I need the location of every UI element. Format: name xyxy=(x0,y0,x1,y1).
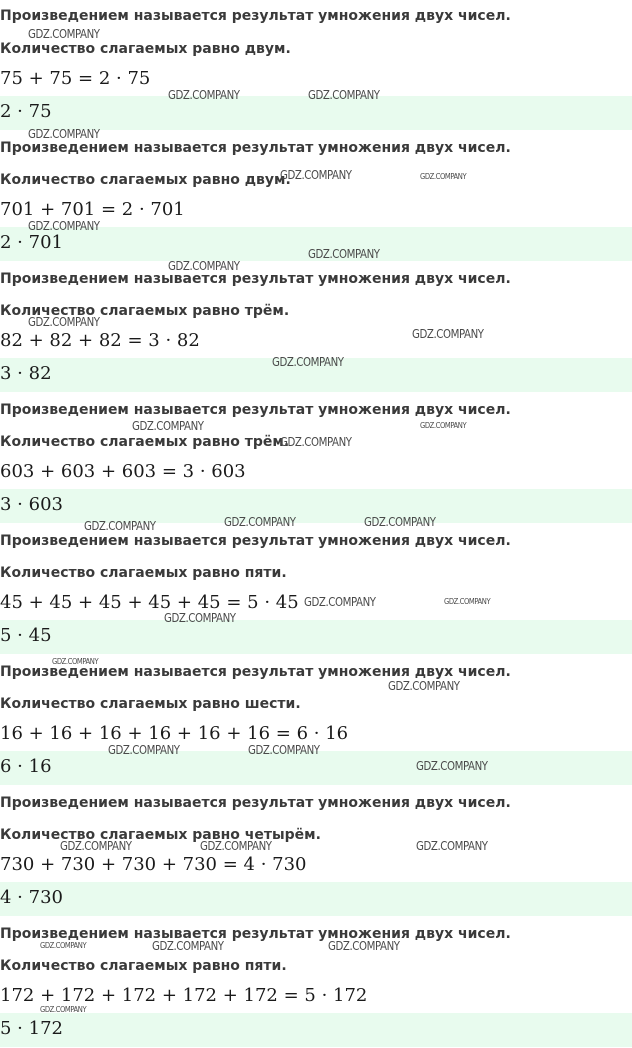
definition-text: Произведением называется результат умножения двух чисел. xyxy=(0,140,511,156)
definition-text: Произведением называется результат умножения двух чисел. xyxy=(0,271,511,287)
equation: 701 + 701 = 2 · 701 xyxy=(0,199,185,220)
equation: 16 + 16 + 16 + 16 + 16 + 16 = 6 · 16 xyxy=(0,723,349,744)
equation: 82 + 82 + 82 = 3 · 82 xyxy=(0,330,200,351)
watermark: GDZ.COMPANY xyxy=(152,939,224,953)
summand-count-text: Количество слагаемых равно трём. xyxy=(0,303,290,319)
answer-band xyxy=(0,620,632,654)
watermark: GDZ.COMPANY xyxy=(168,259,240,273)
summand-count-text: Количество слагаемых равно двум. xyxy=(0,172,291,188)
watermark: GDZ.COMPANY xyxy=(248,743,320,757)
watermark: GDZ.COMPANY xyxy=(132,419,204,433)
watermark: GDZ.COMPANY xyxy=(364,515,436,529)
answer: 5 · 45 xyxy=(0,625,52,646)
equation: 172 + 172 + 172 + 172 + 172 = 5 · 172 xyxy=(0,985,368,1006)
definition-text: Произведением называется результат умножения двух чисел. xyxy=(0,795,511,811)
watermark: GDZ.COMPANY xyxy=(28,27,100,41)
summand-count-text: Количество слагаемых равно пяти. xyxy=(0,958,287,974)
answer: 3 · 82 xyxy=(0,363,52,384)
watermark: GDZ.COMPANY xyxy=(168,88,240,102)
watermark: GDZ.COMPANY xyxy=(40,1005,87,1014)
watermark: GDZ.COMPANY xyxy=(416,839,488,853)
watermark: GDZ.COMPANY xyxy=(280,168,352,182)
watermark: GDZ.COMPANY xyxy=(280,435,352,449)
watermark: GDZ.COMPANY xyxy=(416,759,488,773)
watermark: GDZ.COMPANY xyxy=(164,611,236,625)
watermark: GDZ.COMPANY xyxy=(328,939,400,953)
definition-text: Произведением называется результат умножения двух чисел. xyxy=(0,533,511,549)
watermark: GDZ.COMPANY xyxy=(420,172,467,181)
watermark: GDZ.COMPANY xyxy=(308,247,380,261)
answer: 3 · 603 xyxy=(0,494,63,515)
definition-text: Произведением называется результат умножения двух чисел. xyxy=(0,664,511,680)
summand-count-text: Количество слагаемых равно двум. xyxy=(0,41,291,57)
watermark: GDZ.COMPANY xyxy=(108,743,180,757)
watermark: GDZ.COMPANY xyxy=(60,839,132,853)
answer: 4 · 730 xyxy=(0,887,63,908)
answer: 2 · 701 xyxy=(0,232,63,253)
definition-text: Произведением называется результат умножения двух чисел. xyxy=(0,8,511,24)
watermark: GDZ.COMPANY xyxy=(412,327,484,341)
watermark: GDZ.COMPANY xyxy=(224,515,296,529)
watermark: GDZ.COMPANY xyxy=(308,88,380,102)
watermark: GDZ.COMPANY xyxy=(40,941,87,950)
watermark: GDZ.COMPANY xyxy=(304,595,376,609)
watermark: GDZ.COMPANY xyxy=(272,355,344,369)
watermark: GDZ.COMPANY xyxy=(420,421,467,430)
watermark: GDZ.COMPANY xyxy=(28,315,100,329)
watermark: GDZ.COMPANY xyxy=(200,839,272,853)
equation: 603 + 603 + 603 = 3 · 603 xyxy=(0,461,246,482)
summand-count-text: Количество слагаемых равно пяти. xyxy=(0,565,287,581)
definition-text: Произведением называется результат умножения двух чисел. xyxy=(0,402,511,418)
answer-band xyxy=(0,882,632,916)
watermark: GDZ.COMPANY xyxy=(28,127,100,141)
equation: 75 + 75 = 2 · 75 xyxy=(0,68,151,89)
answer: 5 · 172 xyxy=(0,1018,63,1039)
watermark: GDZ.COMPANY xyxy=(444,597,491,606)
definition-text: Произведением называется результат умножения двух чисел. xyxy=(0,926,511,942)
summand-count-text: Количество слагаемых равно четырём. xyxy=(0,827,321,843)
answer: 2 · 75 xyxy=(0,101,52,122)
watermark: GDZ.COMPANY xyxy=(52,657,99,666)
answer: 6 · 16 xyxy=(0,756,52,777)
watermark: GDZ.COMPANY xyxy=(28,219,100,233)
equation: 730 + 730 + 730 + 730 = 4 · 730 xyxy=(0,854,307,875)
equation: 45 + 45 + 45 + 45 + 45 = 5 · 45 xyxy=(0,592,299,613)
summand-count-text: Количество слагаемых равно шести. xyxy=(0,696,301,712)
answer-band xyxy=(0,1013,632,1047)
summand-count-text: Количество слагаемых равно трём. xyxy=(0,434,290,450)
watermark: GDZ.COMPANY xyxy=(84,519,156,533)
answer-band xyxy=(0,489,632,523)
watermark: GDZ.COMPANY xyxy=(388,679,460,693)
